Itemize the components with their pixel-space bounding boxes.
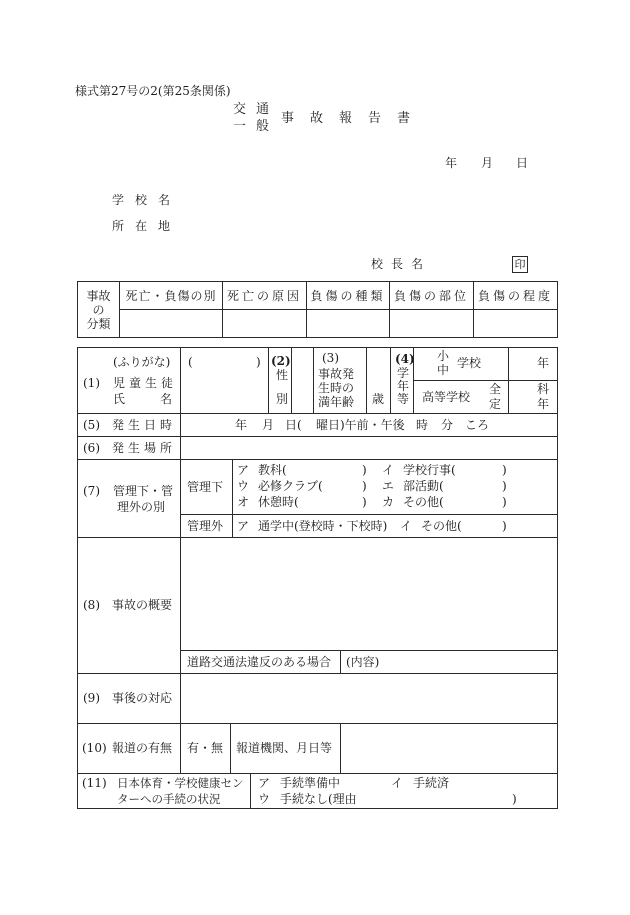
press-label: 報道の有無 <box>112 741 173 755</box>
row-number-9: (9) <box>83 691 100 705</box>
supervision-label-line: 管理下・管 <box>113 484 174 498</box>
sex-label-char: 性 <box>276 368 289 382</box>
student-label: 児童生徒 <box>113 376 178 390</box>
option-close: ) <box>502 479 507 493</box>
title-type-general: 一般 <box>233 119 280 134</box>
school-address-label: 所在地 <box>112 219 182 233</box>
classification-header-line: 事故 <box>86 288 111 303</box>
traffic-violation-label: 道路交通法違反のある場合 <box>187 655 332 669</box>
row-number-1: (1) <box>83 376 100 390</box>
school-type-elementary: 小 <box>437 349 450 363</box>
option-mark: イ <box>382 463 395 477</box>
option-mark: イ <box>400 519 413 533</box>
row-number-8: (8) <box>83 598 100 612</box>
table-rule <box>413 380 557 381</box>
datetime-day: 日( <box>285 418 302 432</box>
datetime-minute: 分 <box>441 418 454 432</box>
table-rule <box>291 347 292 413</box>
row-number-2: (2) <box>271 354 291 368</box>
seal-mark: 印 <box>514 257 526 271</box>
table-rule <box>77 537 558 538</box>
row-number-5: (5) <box>83 418 100 432</box>
table-rule <box>340 650 341 673</box>
furigana-close-paren: ) <box>256 355 261 369</box>
table-rule <box>250 773 251 808</box>
option-label: 必修クラブ( <box>258 479 323 493</box>
option-label: 通学中(登校時・下校時) <box>258 519 388 533</box>
age-label-line: 事故発 <box>318 367 355 381</box>
full-time-label: 全 <box>489 382 502 396</box>
date-year-label: 年 <box>445 156 458 170</box>
option-label: 手続なし(理由 <box>280 792 357 806</box>
option-close: ) <box>362 495 367 509</box>
table-rule <box>268 347 269 413</box>
option-close: ) <box>362 463 367 477</box>
column-header-injury-degree: 負傷の程度 <box>477 288 553 303</box>
furigana-open-paren: ( <box>188 355 193 369</box>
age-unit: 歳 <box>372 392 385 406</box>
grade-label-char: 学 <box>397 366 410 380</box>
outside-supervision-label: 管理外 <box>187 519 224 533</box>
option-mark: ア <box>258 776 271 790</box>
option-mark: エ <box>382 479 395 493</box>
row-number-10: (10) <box>82 741 107 755</box>
table-rule <box>366 347 367 413</box>
datetime-approx: ころ <box>465 418 490 432</box>
age-label-line: 生時の <box>318 381 355 395</box>
year-unit: 年 <box>537 356 550 370</box>
date-month-label: 月 <box>481 156 494 170</box>
option-label: 教科( <box>258 463 287 477</box>
row-number-3: (3) <box>322 351 339 365</box>
option-mark: カ <box>382 495 395 509</box>
grade-label-char: 等 <box>397 392 410 406</box>
place-label: 発生場所 <box>112 441 177 455</box>
table-rule <box>77 673 558 674</box>
form-number: 様式第27号の2(第25条関係) <box>75 84 231 98</box>
table-rule <box>313 347 314 413</box>
high-year-unit: 年 <box>537 397 550 411</box>
option-label: 学校行事( <box>403 463 456 477</box>
option-mark: ア <box>237 519 250 533</box>
table-rule <box>340 723 341 773</box>
datetime-weekday-ampm: 曜日)午前・午後 <box>316 418 405 432</box>
table-rule <box>180 650 557 651</box>
title-type-traffic: 交通 <box>233 102 280 117</box>
summary-label: 事故の概要 <box>112 598 173 612</box>
school-suffix: 学校 <box>457 356 482 370</box>
response-label: 事後の対応 <box>112 691 173 705</box>
option-mark: イ <box>391 776 404 790</box>
option-close: ) <box>502 495 507 509</box>
table-rule <box>390 347 391 413</box>
column-header-injury-type: 負傷の種類 <box>310 288 386 303</box>
datetime-month: 月 <box>262 418 275 432</box>
student-name-label: 氏名 <box>113 392 208 406</box>
procedure-label-line: ターへの手続の状況 <box>117 792 221 806</box>
table-rule <box>77 723 558 724</box>
violation-content-label: (内容) <box>346 655 380 669</box>
option-label: 手続済 <box>413 776 450 790</box>
school-type-junior-high: 中 <box>437 363 450 377</box>
row-number-7: (7) <box>83 484 100 498</box>
sex-label-char: 別 <box>276 392 289 406</box>
option-mark: ウ <box>237 479 250 493</box>
row-number-6: (6) <box>83 441 100 455</box>
option-close: ) <box>512 792 517 806</box>
option-label: 休憩時( <box>258 495 299 509</box>
table-rule <box>230 723 231 773</box>
table-rule <box>180 347 181 773</box>
option-label: その他( <box>403 495 444 509</box>
supervision-label-line: 理外の別 <box>117 500 166 514</box>
option-mark: オ <box>237 495 250 509</box>
table-rule <box>77 436 558 437</box>
option-label: 手続準備中 <box>280 776 341 790</box>
table-rule <box>77 413 558 414</box>
form-title: 事故報告書 <box>281 111 427 126</box>
option-label: その他( <box>421 519 462 533</box>
course-unit: 科 <box>537 382 550 396</box>
classification-header-line: 分類 <box>86 316 111 331</box>
option-mark: ウ <box>258 792 271 806</box>
seal-box <box>512 256 528 273</box>
table-rule <box>232 459 233 537</box>
table-rule <box>77 773 558 774</box>
option-label: 部活動( <box>403 479 444 493</box>
furigana-label: (ふりがな) <box>113 355 171 369</box>
high-school-label: 高等学校 <box>422 390 471 404</box>
press-yes-no: 有・無 <box>187 741 224 755</box>
procedure-label-line: 日本体育・学校健康セン <box>117 776 244 790</box>
option-close: ) <box>502 519 507 533</box>
press-media-label: 報道機関、月日等 <box>236 741 333 755</box>
date-day-label: 日 <box>516 156 529 170</box>
classification-row-header <box>78 282 119 337</box>
column-header-death-cause: 死亡の原因 <box>226 288 302 303</box>
column-header-death-injury: 死亡・負傷の別 <box>125 288 217 303</box>
table-rule <box>77 459 558 460</box>
report-table <box>77 347 558 809</box>
datetime-hour: 時 <box>416 418 429 432</box>
principal-name-label: 校長名 <box>371 257 432 271</box>
option-mark: ア <box>237 463 250 477</box>
school-name-label: 学校名 <box>112 193 182 207</box>
part-time-label: 定 <box>489 397 502 411</box>
table-rule <box>119 309 557 310</box>
age-label-line: 満年齢 <box>318 395 355 409</box>
grade-label-char: 年 <box>397 379 410 393</box>
option-close: ) <box>362 479 367 493</box>
datetime-year: 年 <box>235 418 248 432</box>
option-close: ) <box>502 463 507 477</box>
row-number-11: (11) <box>82 776 107 790</box>
column-header-injury-site: 負傷の部位 <box>393 288 469 303</box>
under-supervision-label: 管理下 <box>187 480 224 494</box>
classification-header-line: の <box>92 302 105 317</box>
row-number-4: (4) <box>395 352 415 366</box>
table-rule <box>180 514 557 515</box>
datetime-label: 発生日時 <box>112 418 177 432</box>
